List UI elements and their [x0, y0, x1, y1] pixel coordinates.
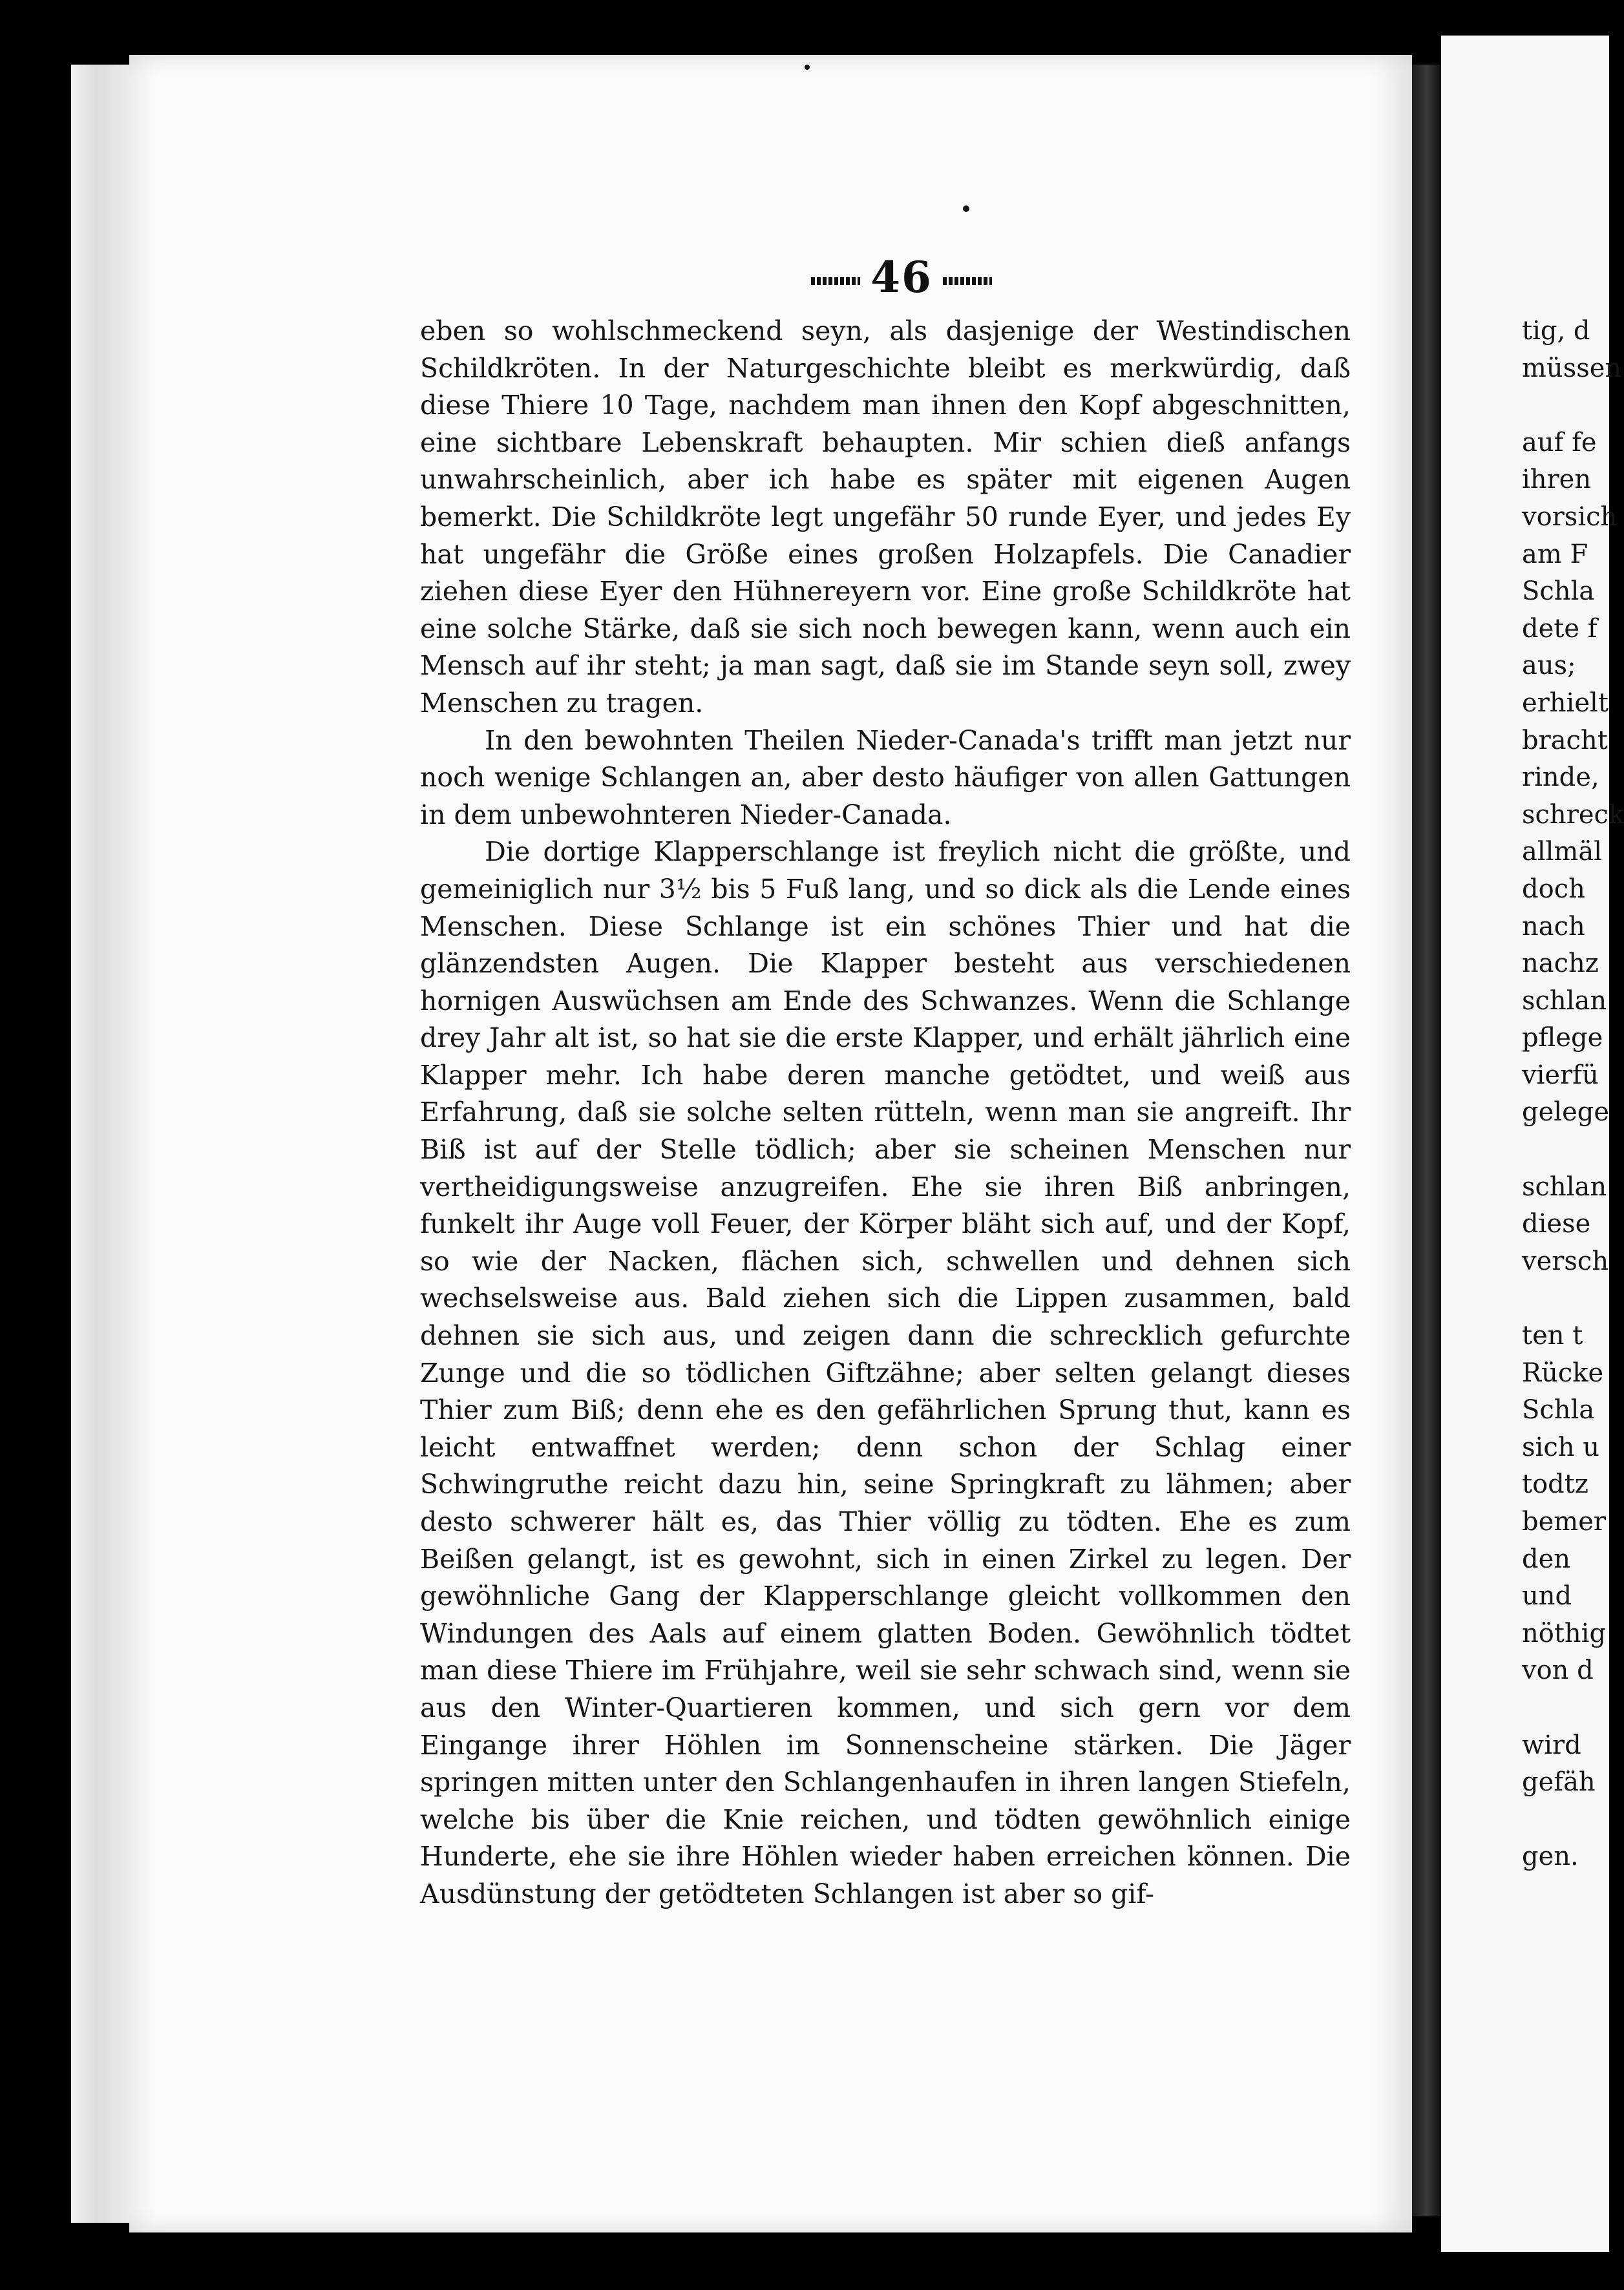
facing-page-line: bracht [1522, 725, 1608, 755]
facing-page-line: nach [1522, 911, 1585, 941]
speck-mark [963, 205, 969, 212]
facing-page-line: den [1522, 1544, 1571, 1574]
facing-page-line: allmäl [1522, 837, 1603, 867]
facing-page-line: vorsich [1522, 501, 1618, 532]
facing-page-line: bemer [1522, 1507, 1606, 1537]
header-ornament-right [943, 277, 992, 285]
facing-page-line: nöthig [1522, 1618, 1607, 1648]
facing-page-line: pflege [1522, 1023, 1603, 1053]
facing-page-line: rinde, [1522, 762, 1599, 793]
facing-page-line: und [1522, 1581, 1572, 1612]
paragraph: In den bewohnten Theilen Nieder-Canada's trifft man jetzt nur noch wenige Schlangen an, aber desto häufiger von allen Gattungen in dem unbewohnteren Nieder-Canada. [420, 724, 1351, 830]
facing-page-line: doch [1522, 874, 1585, 904]
facing-page-line: versch [1522, 1246, 1609, 1276]
facing-page-line: gefäh [1522, 1767, 1596, 1798]
header-ornament-left [811, 277, 860, 285]
facing-page-line: müssen [1522, 353, 1622, 383]
facing-page-line: wird [1522, 1730, 1581, 1760]
facing-page-line: gelege [1522, 1097, 1610, 1128]
facing-page-line: tig, d [1522, 316, 1590, 346]
facing-page-line: erhielt [1522, 688, 1608, 718]
facing-page-line: schreck [1522, 799, 1624, 830]
book-gutter [1412, 65, 1441, 2216]
paragraph: Die dortige Klapperschlange ist freylich nicht die größte, und gemeiniglich nur 3½ bis 5 Fuß lang, und so dick als die Lende eines Menschen. Diese Schlange ist ein schönes Thier und hat die glänzendsten Augen. Die Klapper besteht aus verschiedenen hornigen Auswüchsen am Ende des Schwanzes. Wenn die Schlange drey Jahr alt ist, so hat sie die erste Klapper, und erhält jährlich eine Klapper mehr. Ich habe deren manche getödtet, und weiß aus Erfahrung, daß sie solche selten rütteln, wenn man sie angreift. Ihr Biß ist auf der Stelle tödlich; aber sie scheinen Menschen nur vertheidigungsweise anzugreifen. Ehe sie ihren Biß anbringen, funkelt ihr Auge voll Feuer, der Körper bläht sich auf, und der Kopf, so wie der Nacken, flächen sich, schwellen und dehnen sich wechselsweise aus. Bald ziehen sich die Lippen zusammen, bald dehnen sie sich aus, und zeigen dann die schrecklich gefurchte Zunge und die so tödlichen Giftzähne; aber selten gelangt dieses Thier zum Biß; denn ehe es den gefährlichen Sprung thut, kann es leicht entwaffnet werden; denn schon der Schlag einer Schwingruthe reicht dazu hin, seine Springkraft zu lähmen; aber desto schwerer hält es, das Thier völlig zu tödten. Ehe es zum Beißen gelangt, ist es gewohnt, sich in einen Zirkel zu legen. Der gewöhnliche Gang der Klapperschlange gleicht vollkommen den Windungen des Aals auf einem glatten Boden. Gewöhnlich tödtet man diese Thiere im Frühjahre, weil sie sehr schwach sind, wenn sie aus den Winter-Quartieren kommen, und sich gern vor dem Eingange ihrer Höhlen im Sonnenscheine stärken. Die Jäger springen mitten unter den Schlangenhaufen in ihren langen Stiefeln, welche bis über die Knie reichen, und tödten gewöhnlich einige Hunderte, ehe sie ihre Höhlen wieder haben erreichen können. Die Ausdünstung der getödteten Schlangen ist aber so gif- [420, 836, 1351, 1909]
facing-page-line: aus; [1522, 651, 1576, 681]
facing-page-line [1522, 1131, 1612, 1169]
page-number: 46 [870, 252, 933, 302]
facing-page-line: von d [1522, 1655, 1594, 1686]
page-body-text [420, 313, 1351, 1913]
facing-page-line: gen. [1522, 1842, 1579, 1872]
facing-page-line: vierfü [1522, 1060, 1599, 1090]
facing-page-line [1522, 1802, 1612, 1839]
page-header [772, 252, 1031, 302]
facing-page-line: sich u [1522, 1432, 1599, 1462]
facing-page-line: Schla [1522, 1395, 1595, 1425]
facing-page-line [1522, 387, 1612, 425]
facing-page-line: ten t [1522, 1321, 1583, 1351]
facing-page-line [1522, 1280, 1612, 1318]
facing-page-line: auf fe [1522, 427, 1597, 457]
facing-page-line: diese [1522, 1209, 1591, 1239]
page-left-edge [71, 65, 132, 2223]
facing-page-text [1522, 313, 1624, 1876]
facing-page-line: schlan [1522, 1171, 1607, 1202]
facing-page-line: Rücke [1522, 1358, 1604, 1388]
facing-page-line: am F [1522, 539, 1588, 569]
facing-page-line: todtz [1522, 1469, 1588, 1500]
paragraph: eben so wohlschmeckend seyn, als dasjenige der Westindischen Schildkröten. In der Naturgeschichte bleibt es merkwürdig, daß diese Thiere 10 Tage, nachdem man ihnen den Kopf abgeschnitten, eine sichtbare Lebenskraft behaupten. Mir schien dieß anfangs unwahrscheinlich, aber ich habe es später mit eigenen Augen bemerkt. Die Schildkröte legt ungefähr 50 runde Eyer, und jedes Ey hat ungefähr die Größe eines großen Holzapfels. Die Canadier ziehen diese Eyer den Hühnereyern vor. Eine große Schildkröte hat eine solche Stärke, daß sie sich noch bewegen kann, wenn auch ein Mensch auf ihr steht; ja man sagt, daß sie im Stande seyn soll, zwey Menschen zu tragen. [420, 315, 1351, 719]
facing-page-line: ihren [1522, 465, 1592, 495]
facing-page-line: dete f [1522, 613, 1598, 644]
facing-page-line [1522, 1690, 1612, 1727]
facing-page-line: schlan [1522, 985, 1607, 1016]
facing-page-line: Schla [1522, 576, 1595, 607]
speck-mark [805, 65, 810, 70]
facing-page-line: nachz [1522, 949, 1599, 979]
